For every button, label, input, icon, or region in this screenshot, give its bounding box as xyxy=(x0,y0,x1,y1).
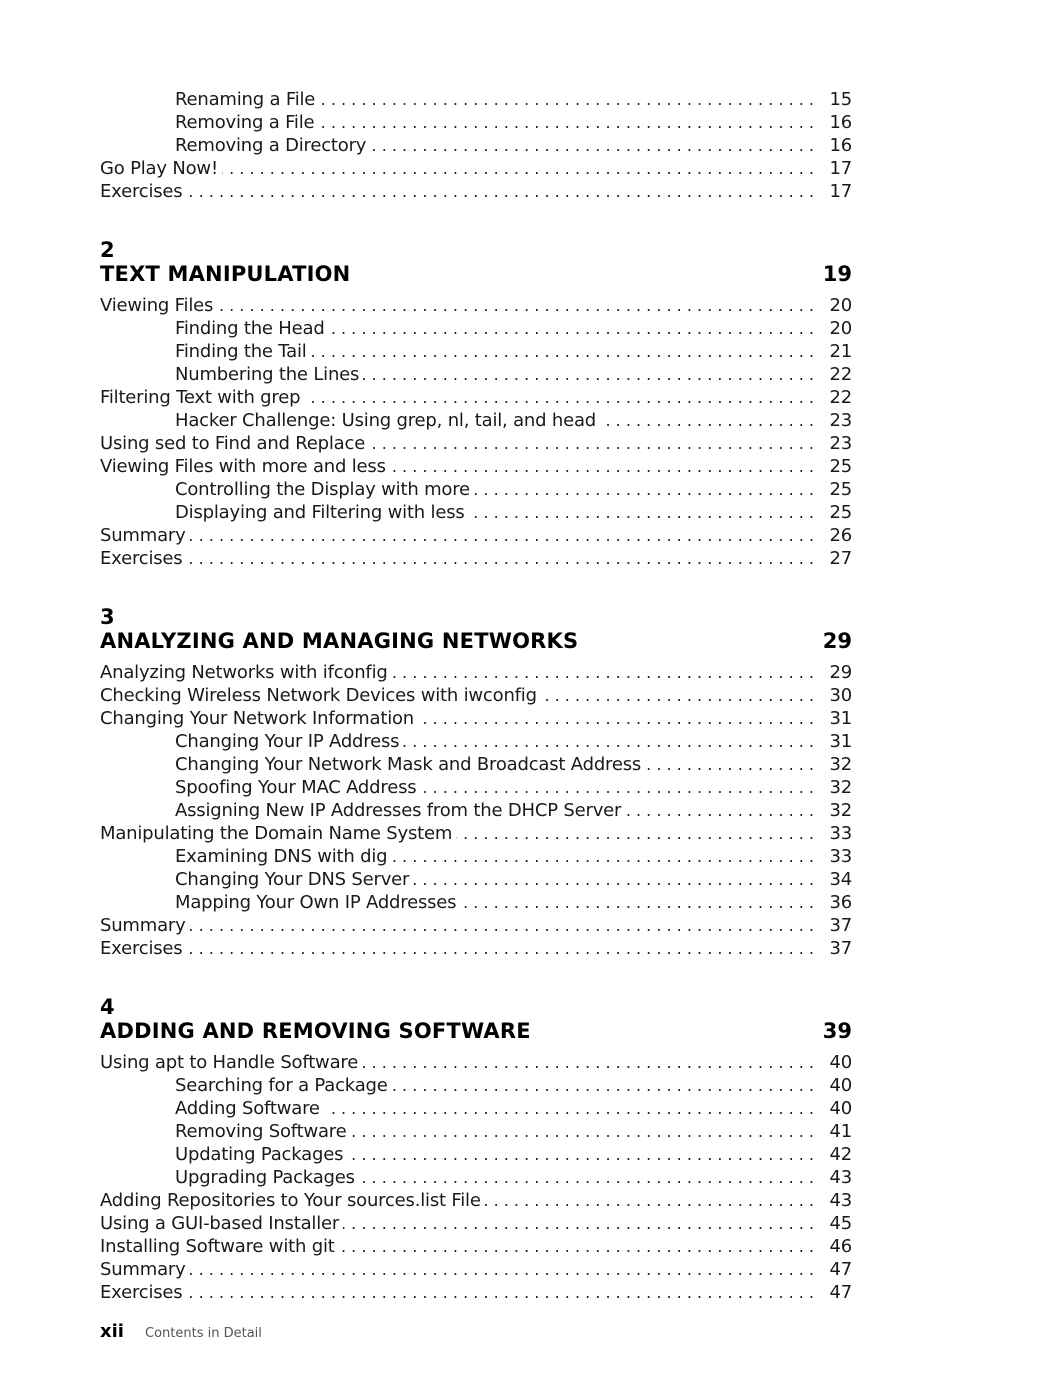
toc-entry[interactable] xyxy=(100,1258,852,1281)
toc-entry-page: 42 xyxy=(829,1144,852,1165)
dot-leader xyxy=(339,1235,814,1258)
toc-subentry[interactable] xyxy=(100,1074,852,1097)
dot-leader xyxy=(343,1212,814,1235)
toc-entry-title: Summary xyxy=(100,525,186,546)
dot-leader xyxy=(222,157,814,180)
toc-entry-title: Exercises xyxy=(100,938,183,959)
toc-entry-page: 15 xyxy=(829,89,852,110)
chapter-number: 4 xyxy=(100,995,115,1019)
toc-entry-title: Searching for a Package xyxy=(175,1075,388,1096)
dot-leader xyxy=(190,914,814,937)
toc-entry-title: Checking Wireless Network Devices with iwconfig xyxy=(100,685,537,706)
toc-entry[interactable] xyxy=(100,1281,852,1304)
chapter-number: 2 xyxy=(100,238,115,262)
chapter-section xyxy=(100,239,852,570)
dot-leader xyxy=(190,524,814,547)
toc-entry-page: 40 xyxy=(829,1098,852,1119)
toc-entry-title: Manipulating the Domain Name System xyxy=(100,823,453,844)
toc-entry-page: 33 xyxy=(829,846,852,867)
dot-leader xyxy=(359,1166,814,1189)
dot-leader xyxy=(392,1074,814,1097)
dot-leader xyxy=(474,478,814,501)
toc-entry[interactable] xyxy=(100,432,852,455)
toc-entry-page: 22 xyxy=(829,364,852,385)
chapter-heading[interactable] xyxy=(100,261,852,289)
toc-entry-title: Hacker Challenge: Using grep, nl, tail, and head xyxy=(175,410,597,431)
dot-leader xyxy=(369,432,814,455)
toc-entry-page: 27 xyxy=(829,548,852,569)
dot-leader xyxy=(186,547,814,570)
toc-entry-title: Removing a File xyxy=(175,112,315,133)
toc-subentry[interactable] xyxy=(100,134,852,157)
toc-entry-page: 40 xyxy=(829,1052,852,1073)
toc-subentry[interactable] xyxy=(100,753,852,776)
chapter-title: TEXT MANIPULATION xyxy=(100,262,351,286)
toc-subentry[interactable] xyxy=(100,1166,852,1189)
toc-entry-page: 47 xyxy=(829,1282,852,1303)
toc-entry-page: 26 xyxy=(829,525,852,546)
toc-entry[interactable] xyxy=(100,707,852,730)
toc-entry-page: 31 xyxy=(829,731,852,752)
chapter-page: 39 xyxy=(822,1019,852,1043)
toc-subentry[interactable] xyxy=(100,478,852,501)
dot-leader xyxy=(469,501,814,524)
toc-entry[interactable] xyxy=(100,386,852,409)
dot-leader xyxy=(370,134,814,157)
toc-entry-page: 41 xyxy=(829,1121,852,1142)
dot-leader xyxy=(363,363,814,386)
toc-entry-page: 30 xyxy=(829,685,852,706)
toc-entry-page: 17 xyxy=(829,158,852,179)
dot-leader xyxy=(186,1281,814,1304)
toc-entry-title: Viewing Files with more and less xyxy=(100,456,386,477)
toc-entry[interactable] xyxy=(100,822,852,845)
dot-leader xyxy=(311,340,814,363)
toc-entry-title: Changing Your Network Mask and Broadcast Address xyxy=(175,754,642,775)
toc-entry-page: 25 xyxy=(829,502,852,523)
chapter-number: 3 xyxy=(100,605,115,629)
toc-entry-title: Exercises xyxy=(100,181,183,202)
toc-entry-title: Using sed to Find and Replace xyxy=(100,433,366,454)
dot-leader xyxy=(390,455,814,478)
toc-entry-title: Renaming a File xyxy=(175,89,316,110)
dot-leader xyxy=(304,386,814,409)
toc-subentry[interactable] xyxy=(100,111,852,134)
toc-subentry[interactable] xyxy=(100,317,852,340)
dot-leader xyxy=(186,937,814,960)
toc-entry[interactable] xyxy=(100,1189,852,1212)
table-of-contents xyxy=(100,88,852,1304)
toc-entry-page: 32 xyxy=(829,754,852,775)
dot-leader xyxy=(541,684,814,707)
toc-entry[interactable] xyxy=(100,661,852,684)
toc-subentry[interactable] xyxy=(100,409,852,432)
page-folio: xii xyxy=(100,1321,124,1342)
toc-entry-title: Viewing Files xyxy=(100,295,214,316)
toc-entry-title: Displaying and Filtering with less xyxy=(175,502,465,523)
dot-leader xyxy=(318,111,814,134)
toc-subentry[interactable] xyxy=(100,891,852,914)
toc-entry-page: 37 xyxy=(829,915,852,936)
dot-leader xyxy=(413,868,814,891)
toc-entry[interactable] xyxy=(100,1235,852,1258)
toc-entry-title: Go Play Now! xyxy=(100,158,218,179)
toc-entry-title: Using a GUI-based Installer xyxy=(100,1213,340,1234)
toc-subentry[interactable] xyxy=(100,845,852,868)
dot-leader xyxy=(350,1120,814,1143)
toc-entry[interactable] xyxy=(100,684,852,707)
toc-subentry[interactable] xyxy=(100,363,852,386)
toc-chapters xyxy=(100,239,852,1304)
toc-entry-title: Controlling the Display with more xyxy=(175,479,470,500)
toc-subentry[interactable] xyxy=(100,340,852,363)
toc-entry-page: 40 xyxy=(829,1075,852,1096)
toc-entry-page: 43 xyxy=(829,1190,852,1211)
toc-entry-title: Analyzing Networks with ifconfig xyxy=(100,662,388,683)
toc-entry-page: 17 xyxy=(829,181,852,202)
toc-entry-title: Updating Packages xyxy=(175,1144,344,1165)
toc-entry-title: Exercises xyxy=(100,1282,183,1303)
toc-subentry[interactable] xyxy=(100,88,852,111)
toc-entry-title: Summary xyxy=(100,1259,186,1280)
dot-leader xyxy=(460,891,814,914)
toc-entry-page: 33 xyxy=(829,823,852,844)
toc-entry[interactable] xyxy=(100,1051,852,1074)
toc-entry-title: Changing Your DNS Server xyxy=(175,869,410,890)
dot-leader xyxy=(600,409,814,432)
toc-entry[interactable] xyxy=(100,914,852,937)
toc-entry[interactable] xyxy=(100,1212,852,1235)
toc-entry-title: Adding Software xyxy=(175,1098,320,1119)
dot-leader xyxy=(391,845,814,868)
chapter-section xyxy=(100,606,852,960)
toc-entry-title: Adding Repositories to Your sources.list File xyxy=(100,1190,481,1211)
toc-entry-page: 31 xyxy=(829,708,852,729)
toc-subentry[interactable] xyxy=(100,501,852,524)
chapter-heading[interactable] xyxy=(100,1018,852,1046)
dot-leader xyxy=(329,317,814,340)
toc-entry-page: 23 xyxy=(829,433,852,454)
toc-entry-page: 45 xyxy=(829,1213,852,1234)
chapter-heading[interactable] xyxy=(100,628,852,656)
toc-entry-title: Exercises xyxy=(100,548,183,569)
toc-entry-title: Using apt to Handle Software xyxy=(100,1052,359,1073)
chapter-title: ADDING AND REMOVING SOFTWARE xyxy=(100,1019,531,1043)
toc-entry-title: Assigning New IP Addresses from the DHCP Server xyxy=(175,800,622,821)
toc-entry-page: 32 xyxy=(829,800,852,821)
toc-entry-page: 23 xyxy=(829,410,852,431)
toc-entry[interactable] xyxy=(100,157,852,180)
toc-entry-page: 25 xyxy=(829,479,852,500)
toc-entry-title: Spoofing Your MAC Address xyxy=(175,777,417,798)
toc-entry[interactable] xyxy=(100,937,852,960)
dot-leader xyxy=(347,1143,814,1166)
toc-entry-title: Changing Your IP Address xyxy=(175,731,400,752)
dot-leader xyxy=(324,1097,814,1120)
page-footer xyxy=(100,1321,262,1342)
toc-entry-page: 46 xyxy=(829,1236,852,1257)
dot-leader xyxy=(392,661,814,684)
toc-entry-page: 25 xyxy=(829,456,852,477)
toc-entry-page: 29 xyxy=(829,662,852,683)
toc-entry[interactable] xyxy=(100,547,852,570)
toc-entry-title: Removing Software xyxy=(175,1121,347,1142)
toc-entry-page: 16 xyxy=(829,112,852,133)
toc-entry-page: 43 xyxy=(829,1167,852,1188)
toc-entry-title: Numbering the Lines xyxy=(175,364,360,385)
toc-entry-page: 21 xyxy=(829,341,852,362)
chapter-page: 29 xyxy=(822,629,852,653)
toc-subentry[interactable] xyxy=(100,799,852,822)
toc-entry-title: Mapping Your Own IP Addresses xyxy=(175,892,457,913)
toc-entry[interactable] xyxy=(100,294,852,317)
toc-entry[interactable] xyxy=(100,524,852,547)
dot-leader xyxy=(625,799,814,822)
toc-subentry[interactable] xyxy=(100,868,852,891)
dot-leader xyxy=(485,1189,814,1212)
toc-entry-page: 36 xyxy=(829,892,852,913)
toc-entry-page: 47 xyxy=(829,1259,852,1280)
toc-subentry[interactable] xyxy=(100,1120,852,1143)
dot-leader xyxy=(456,822,814,845)
dot-leader xyxy=(362,1051,814,1074)
toc-entry-page: 20 xyxy=(829,295,852,316)
toc-continued-section xyxy=(100,88,852,203)
toc-entry-page: 20 xyxy=(829,318,852,339)
running-title: Contents in Detail xyxy=(145,1326,262,1341)
dot-leader xyxy=(186,180,814,203)
dot-leader xyxy=(420,776,814,799)
toc-subentry[interactable] xyxy=(100,776,852,799)
dot-leader xyxy=(217,294,814,317)
toc-entry-page: 32 xyxy=(829,777,852,798)
toc-entry-page: 16 xyxy=(829,135,852,156)
toc-subentry[interactable] xyxy=(100,730,852,753)
toc-entry-title: Upgrading Packages xyxy=(175,1167,355,1188)
toc-entry-title: Finding the Head xyxy=(175,318,325,339)
toc-entry-title: Finding the Tail xyxy=(175,341,307,362)
toc-entry-page: 22 xyxy=(829,387,852,408)
chapter-title: ANALYZING AND MANAGING NETWORKS xyxy=(100,629,579,653)
toc-entry-title: Examining DNS with dig xyxy=(175,846,388,867)
toc-entry-title: Changing Your Network Information xyxy=(100,708,415,729)
chapter-page: 19 xyxy=(822,262,852,286)
toc-entry[interactable] xyxy=(100,455,852,478)
toc-entry-title: Filtering Text with grep xyxy=(100,387,301,408)
toc-entry-title: Installing Software with git xyxy=(100,1236,335,1257)
toc-subentry[interactable] xyxy=(100,1143,852,1166)
dot-leader xyxy=(418,707,814,730)
dot-leader xyxy=(403,730,814,753)
dot-leader xyxy=(645,753,814,776)
toc-entry-title: Removing a Directory xyxy=(175,135,367,156)
chapter-section xyxy=(100,996,852,1304)
toc-entry[interactable] xyxy=(100,180,852,203)
toc-subentry[interactable] xyxy=(100,1097,852,1120)
dot-leader xyxy=(319,88,814,111)
toc-entry-page: 37 xyxy=(829,938,852,959)
toc-entry-page: 34 xyxy=(829,869,852,890)
toc-entry-title: Summary xyxy=(100,915,186,936)
dot-leader xyxy=(190,1258,814,1281)
